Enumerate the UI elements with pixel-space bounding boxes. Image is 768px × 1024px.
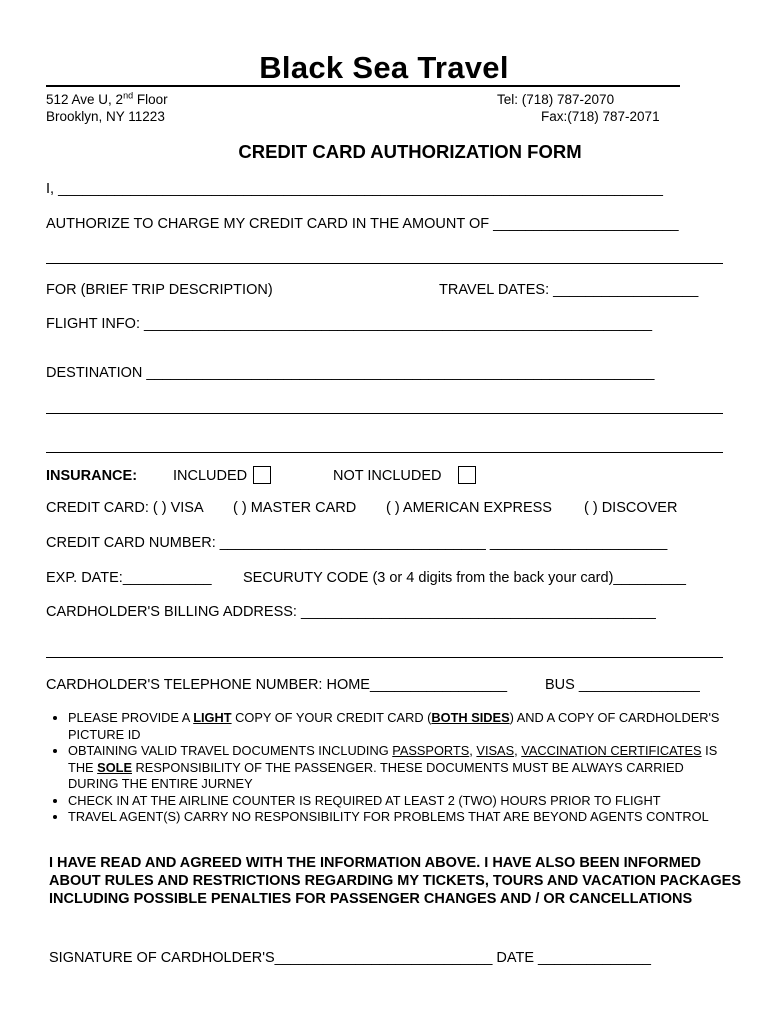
cc-discover-option[interactable]: ( ) DISCOVER <box>584 500 678 516</box>
light-emphasis: LIGHT <box>193 710 232 725</box>
list-item: • TRAVEL AGENT(S) CARRY NO RESPONSIBILITY FOR PROBLEMS THAT ARE BEYOND AGENTS CONTROL <box>68 809 726 826</box>
trip-description-label: FOR (BRIEF TRIP DESCRIPTION) <box>46 282 273 298</box>
list-item: • CHECK IN AT THE AIRLINE COUNTER IS REQUIRED AT LEAST 2 (TWO) HOURS PRIOR TO FLIGHT <box>68 793 726 810</box>
visas-emphasis: VISAS <box>476 743 515 758</box>
city-line: Brooklyn, NY 11223 <box>46 109 165 124</box>
cc-number-field[interactable]: CREDIT CARD NUMBER: _________________________________ ______________________ <box>46 535 668 551</box>
address-sup: nd <box>123 90 134 101</box>
blank-line[interactable] <box>46 263 723 264</box>
billing-address-field[interactable]: CARDHOLDER'S BILLING ADDRESS: ____________________________________________ <box>46 604 656 620</box>
flight-info-field[interactable]: FLIGHT INFO: _______________________________________________________________ <box>46 316 653 332</box>
list-item <box>68 710 726 743</box>
bullet-text: OBTAINING VALID TRAVEL DOCUMENTS INCLUDING <box>68 743 393 758</box>
destination-field[interactable]: DESTINATION _______________________________________________________________ <box>46 365 655 381</box>
list-item <box>68 743 726 793</box>
blank-line[interactable] <box>46 452 723 453</box>
address-suffix: Floor <box>133 92 168 107</box>
name-field[interactable]: I, ___________________________________________________________________________ <box>46 181 663 197</box>
exp-date-field[interactable]: EXP. DATE:___________ <box>46 570 212 586</box>
address-line <box>46 91 168 108</box>
travel-dates-field[interactable]: TRAVEL DATES: __________________ <box>439 282 699 298</box>
insurance-label: INSURANCE: <box>46 468 138 484</box>
vaccination-emphasis: VACCINATION CERTIFICATES <box>521 743 702 758</box>
company-name: Black Sea Travel <box>259 50 509 85</box>
insurance-not-included[interactable] <box>333 468 476 486</box>
passports-emphasis: PASSPORTS <box>392 743 470 758</box>
signature-date-field[interactable]: SIGNATURE OF CARDHOLDER'S___________________________ DATE ______________ <box>49 950 651 966</box>
insurance-row <box>46 468 137 484</box>
cc-visa-option[interactable]: CREDIT CARD: ( ) VISA <box>46 500 204 516</box>
address-prefix: 512 Ave U, 2 <box>46 92 124 107</box>
bullet-text: PLEASE PROVIDE A <box>68 710 194 725</box>
bullet-text: IS THE <box>68 743 718 775</box>
both-sides-emphasis: BOTH SIDES <box>431 710 510 725</box>
bullet-text: , <box>514 743 522 758</box>
blank-line[interactable] <box>46 413 723 414</box>
cc-mastercard-option[interactable]: ( ) MASTER CARD <box>233 500 357 516</box>
amount-field[interactable]: AUTHORIZE TO CHARGE MY CREDIT CARD IN THE AMOUNT OF _______________________ <box>46 216 679 232</box>
bullet-text: ) AND A COPY OF CARDHOLDER'S PICTURE ID <box>68 710 720 742</box>
not-included-checkbox[interactable] <box>458 466 476 484</box>
bullet-text: , <box>469 743 477 758</box>
title-underline <box>46 85 680 87</box>
phone-home-field[interactable]: CARDHOLDER'S TELEPHONE NUMBER: HOME_________________ <box>46 677 508 693</box>
blank-line[interactable] <box>46 657 723 658</box>
not-included-label: NOT INCLUDED <box>333 468 442 484</box>
telephone: Tel: (718) 787-2070 <box>497 92 615 107</box>
insurance-included[interactable] <box>173 468 271 486</box>
security-code-field[interactable]: SECURUTY CODE (3 or 4 digits from the back your card)_________ <box>243 570 686 586</box>
sole-emphasis: SOLE <box>97 759 132 775</box>
bullet-text: RESPONSIBILITY OF THE PASSENGER. THESE DOCUMENTS MUST BE ALWAYS CARRIED DURING THE ENTIRE JURNEY <box>68 759 684 791</box>
form-title: CREDIT CARD AUTHORIZATION FORM <box>238 141 582 162</box>
phone-bus-field[interactable]: BUS _______________ <box>545 677 700 693</box>
fax: Fax:(718) 787-2071 <box>541 109 660 124</box>
agreement-statement: I HAVE READ AND AGREED WITH THE INFORMATION ABOVE. I HAVE ALSO BEEN INFORMED ABOUT RULES AND RESTRICTIONS REGARDING MY TICKETS, TOURS AND VACATION PACKAGES INCLUDING POSSIBLE PENALTIES FOR PASSENGER CHANGES AND / OR CANCELLATIONS <box>49 855 741 907</box>
included-label: INCLUDED <box>173 468 248 484</box>
included-checkbox[interactable] <box>253 466 271 484</box>
terms-list <box>46 710 726 826</box>
cc-amex-option[interactable]: ( ) AMERICAN EXPRESS <box>386 500 552 516</box>
bullet-text: COPY OF YOUR CREDIT CARD ( <box>231 710 432 725</box>
